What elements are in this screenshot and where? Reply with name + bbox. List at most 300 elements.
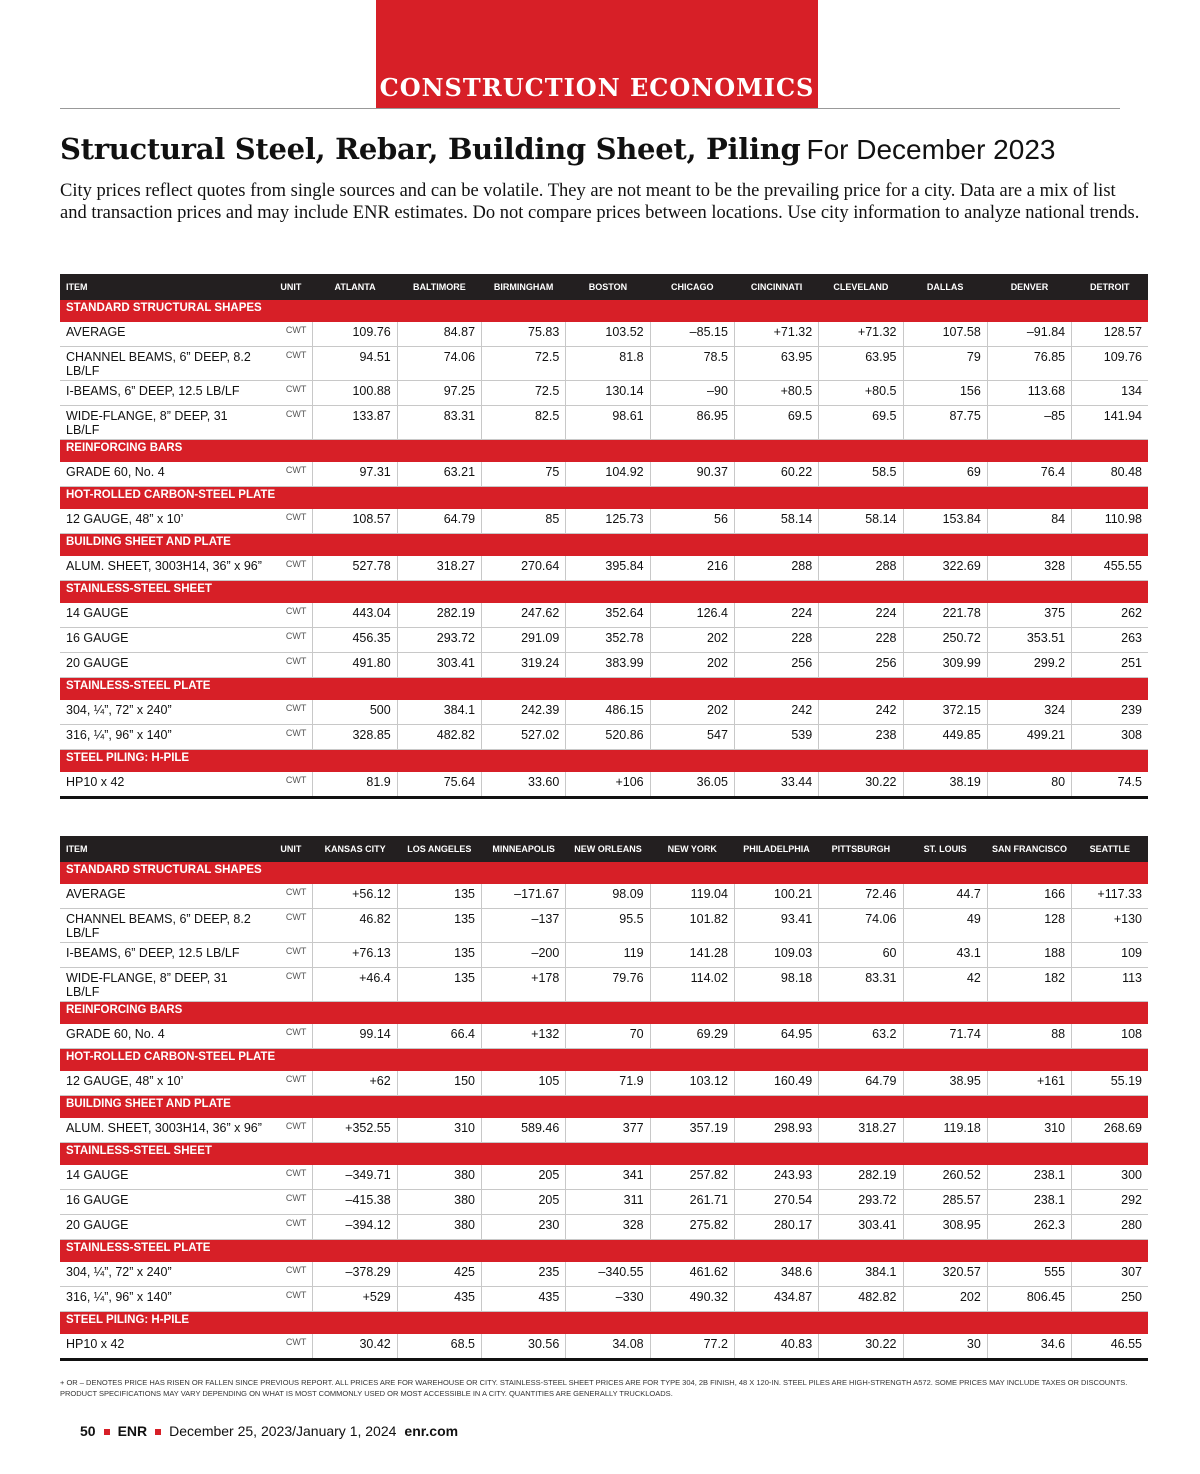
- price-cell: +46.4: [313, 968, 397, 1002]
- price-cell: 527.78: [313, 556, 397, 581]
- column-header: UNIT: [269, 836, 313, 862]
- column-header: ITEM: [60, 836, 269, 862]
- price-cell: 310: [397, 1118, 481, 1143]
- table-row: [60, 772, 1148, 798]
- price-cell: 499.21: [987, 725, 1071, 750]
- column-header: ST. LOUIS: [903, 836, 987, 862]
- price-cell: 71.74: [903, 1024, 987, 1049]
- unit-label: CWT: [269, 1262, 313, 1287]
- price-cell: 135: [397, 884, 481, 909]
- price-cell: 303.41: [397, 653, 481, 678]
- price-cell: 166: [987, 884, 1071, 909]
- price-cell: 103.12: [650, 1071, 734, 1096]
- section-label: STAINLESS-STEEL PLATE: [60, 1240, 1148, 1263]
- section-label: BUILDING SHEET AND PLATE: [60, 1096, 1148, 1119]
- price-cell: –90: [650, 381, 734, 406]
- price-cell: 38.19: [903, 772, 987, 798]
- item-name: ALUM. SHEET, 3003H14, 36” x 96”: [60, 1118, 269, 1143]
- price-cell: 202: [650, 700, 734, 725]
- price-cell: –340.55: [566, 1262, 650, 1287]
- unit-label: CWT: [269, 347, 313, 381]
- price-cell: 202: [650, 628, 734, 653]
- price-cell: 134: [1072, 381, 1148, 406]
- price-cell: 256: [819, 653, 903, 678]
- section-label: STEEL PILING: H-PILE: [60, 1312, 1148, 1335]
- column-header: DETROIT: [1072, 274, 1148, 300]
- item-name: WIDE-FLANGE, 8” DEEP, 31 LB/LF: [60, 406, 269, 440]
- price-cell: 324: [987, 700, 1071, 725]
- price-cell: 308: [1072, 725, 1148, 750]
- price-cell: 64.95: [734, 1024, 818, 1049]
- price-cell: 242: [734, 700, 818, 725]
- price-cell: 135: [397, 968, 481, 1002]
- table-row: [60, 1071, 1148, 1096]
- column-header: NEW YORK: [650, 836, 734, 862]
- table-row: [60, 603, 1148, 628]
- price-cell: 72.5: [482, 347, 566, 381]
- price-cell: 383.99: [566, 653, 650, 678]
- column-header: BIRMINGHAM: [482, 274, 566, 300]
- price-cell: 75: [482, 462, 566, 487]
- unit-label: CWT: [269, 322, 313, 347]
- column-header: UNIT: [269, 274, 313, 300]
- brand-name: ENR: [117, 1423, 148, 1439]
- price-cell: 455.55: [1072, 556, 1148, 581]
- price-cell: 114.02: [650, 968, 734, 1002]
- unit-label: CWT: [269, 884, 313, 909]
- price-cell: +80.5: [819, 381, 903, 406]
- price-cell: 99.14: [313, 1024, 397, 1049]
- price-cell: 84.87: [397, 322, 481, 347]
- unit-label: CWT: [269, 653, 313, 678]
- price-cell: 293.72: [397, 628, 481, 653]
- price-cell: 150: [397, 1071, 481, 1096]
- item-name: CHANNEL BEAMS, 6” DEEP, 8.2 LB/LF: [60, 909, 269, 943]
- price-cell: 291.09: [482, 628, 566, 653]
- price-cell: 60.22: [734, 462, 818, 487]
- price-cell: 482.82: [819, 1287, 903, 1312]
- price-cell: 113.68: [987, 381, 1071, 406]
- price-cell: 63.95: [734, 347, 818, 381]
- price-cell: 539: [734, 725, 818, 750]
- price-cell: 224: [819, 603, 903, 628]
- column-header: SAN FRANCISCO: [987, 836, 1071, 862]
- price-cell: 153.84: [903, 509, 987, 534]
- price-cell: 64.79: [397, 509, 481, 534]
- price-cell: 119: [566, 943, 650, 968]
- unit-label: CWT: [269, 628, 313, 653]
- price-cell: 135: [397, 909, 481, 943]
- price-cell: 160.49: [734, 1071, 818, 1096]
- headline-title: Structural Steel, Rebar, Building Sheet, Piling: [60, 132, 801, 166]
- unit-label: CWT: [269, 1071, 313, 1096]
- price-cell: 288: [734, 556, 818, 581]
- unit-label: CWT: [269, 1118, 313, 1143]
- unit-label: CWT: [269, 406, 313, 440]
- price-cell: 328.85: [313, 725, 397, 750]
- price-cell: +161: [987, 1071, 1071, 1096]
- price-cell: 261.71: [650, 1190, 734, 1215]
- price-cell: 322.69: [903, 556, 987, 581]
- price-cell: 205: [482, 1165, 566, 1190]
- price-cell: 275.82: [650, 1215, 734, 1240]
- table-row: [60, 1215, 1148, 1240]
- price-cell: 263: [1072, 628, 1148, 653]
- price-cell: 56: [650, 509, 734, 534]
- price-cell: 126.4: [650, 603, 734, 628]
- price-cell: 348.6: [734, 1262, 818, 1287]
- section-banner-title: CONSTRUCTION ECONOMICS: [379, 73, 815, 102]
- price-cell: 119.04: [650, 884, 734, 909]
- unit-label: CWT: [269, 968, 313, 1002]
- unit-label: CWT: [269, 909, 313, 943]
- price-cell: 82.5: [482, 406, 566, 440]
- price-cell: 357.19: [650, 1118, 734, 1143]
- price-cell: 58.14: [734, 509, 818, 534]
- section-label: STAINLESS-STEEL SHEET: [60, 1143, 1148, 1166]
- table-row: [60, 1118, 1148, 1143]
- price-cell: 72.46: [819, 884, 903, 909]
- price-cell: 238: [819, 725, 903, 750]
- section-row: [60, 862, 1148, 884]
- item-name: 12 GAUGE, 48” x 10’: [60, 1071, 269, 1096]
- column-header: DALLAS: [903, 274, 987, 300]
- price-cell: 77.2: [650, 1334, 734, 1360]
- table-row: [60, 1262, 1148, 1287]
- price-cell: 46.82: [313, 909, 397, 943]
- price-cell: 309.99: [903, 653, 987, 678]
- separator-square-icon: [104, 1429, 110, 1435]
- price-cell: 527.02: [482, 725, 566, 750]
- unit-label: CWT: [269, 381, 313, 406]
- price-cell: 353.51: [987, 628, 1071, 653]
- price-table-1: [60, 274, 1148, 799]
- price-cell: 141.94: [1072, 406, 1148, 440]
- page-headline: [60, 132, 1055, 166]
- price-cell: 85: [482, 509, 566, 534]
- price-cell: 328: [987, 556, 1071, 581]
- price-cell: 260.52: [903, 1165, 987, 1190]
- price-cell: 377: [566, 1118, 650, 1143]
- price-cell: 247.62: [482, 603, 566, 628]
- price-cell: 71.9: [566, 1071, 650, 1096]
- unit-label: CWT: [269, 1024, 313, 1049]
- price-cell: 328: [566, 1215, 650, 1240]
- section-row: [60, 581, 1148, 604]
- price-cell: 384.1: [819, 1262, 903, 1287]
- unit-label: CWT: [269, 1334, 313, 1360]
- column-header: PITTSBURGH: [819, 836, 903, 862]
- item-name: 316, ¼”, 96” x 140”: [60, 1287, 269, 1312]
- price-cell: 341: [566, 1165, 650, 1190]
- price-cell: 30.42: [313, 1334, 397, 1360]
- price-cell: 74.06: [819, 909, 903, 943]
- price-cell: +76.13: [313, 943, 397, 968]
- table-row: [60, 406, 1148, 440]
- price-cell: 375: [987, 603, 1071, 628]
- price-cell: 449.85: [903, 725, 987, 750]
- price-cell: 81.9: [313, 772, 397, 798]
- section-row: [60, 440, 1148, 463]
- section-label: BUILDING SHEET AND PLATE: [60, 534, 1148, 557]
- item-name: GRADE 60, No. 4: [60, 462, 269, 487]
- price-cell: 547: [650, 725, 734, 750]
- price-cell: 380: [397, 1190, 481, 1215]
- price-cell: 46.55: [1072, 1334, 1148, 1360]
- price-cell: 128: [987, 909, 1071, 943]
- header-rule: [60, 108, 1120, 109]
- price-cell: +56.12: [313, 884, 397, 909]
- price-cell: 30.56: [482, 1334, 566, 1360]
- table-row: [60, 556, 1148, 581]
- column-header: DENVER: [987, 274, 1071, 300]
- price-cell: +106: [566, 772, 650, 798]
- price-cell: 58.14: [819, 509, 903, 534]
- price-cell: 104.92: [566, 462, 650, 487]
- price-cell: 298.93: [734, 1118, 818, 1143]
- headline-date: For December 2023: [806, 134, 1056, 165]
- column-header: NEW ORLEANS: [566, 836, 650, 862]
- price-cell: –378.29: [313, 1262, 397, 1287]
- price-cell: 97.31: [313, 462, 397, 487]
- price-cell: –171.67: [482, 884, 566, 909]
- price-cell: –85.15: [650, 322, 734, 347]
- price-cell: 311: [566, 1190, 650, 1215]
- section-label: HOT-ROLLED CARBON-STEEL PLATE: [60, 1049, 1148, 1072]
- price-cell: +178: [482, 968, 566, 1002]
- price-cell: 384.1: [397, 700, 481, 725]
- price-cell: 156: [903, 381, 987, 406]
- price-cell: 268.69: [1072, 1118, 1148, 1143]
- section-row: [60, 1240, 1148, 1263]
- price-cell: 55.19: [1072, 1071, 1148, 1096]
- price-cell: 228: [819, 628, 903, 653]
- price-cell: +117.33: [1072, 884, 1148, 909]
- item-name: AVERAGE: [60, 884, 269, 909]
- item-name: 20 GAUGE: [60, 1215, 269, 1240]
- price-cell: 242.39: [482, 700, 566, 725]
- table-row: [60, 462, 1148, 487]
- page-number: 50: [80, 1423, 96, 1439]
- section-row: [60, 300, 1148, 322]
- price-cell: 100.21: [734, 884, 818, 909]
- price-cell: 293.72: [819, 1190, 903, 1215]
- price-cell: 69: [903, 462, 987, 487]
- price-cell: +352.55: [313, 1118, 397, 1143]
- section-row: [60, 1096, 1148, 1119]
- price-cell: +132: [482, 1024, 566, 1049]
- price-cell: 90.37: [650, 462, 734, 487]
- section-label: STEEL PILING: H-PILE: [60, 750, 1148, 773]
- price-cell: 108.57: [313, 509, 397, 534]
- price-cell: 72.5: [482, 381, 566, 406]
- price-cell: 262.3: [987, 1215, 1071, 1240]
- price-cell: –415.38: [313, 1190, 397, 1215]
- price-cell: 239: [1072, 700, 1148, 725]
- price-cell: 318.27: [397, 556, 481, 581]
- price-cell: 30: [903, 1334, 987, 1360]
- price-cell: 230: [482, 1215, 566, 1240]
- price-cell: 319.24: [482, 653, 566, 678]
- price-cell: 83.31: [819, 968, 903, 1002]
- section-row: [60, 487, 1148, 510]
- price-cell: 64.79: [819, 1071, 903, 1096]
- price-cell: 238.1: [987, 1190, 1071, 1215]
- column-header: BALTIMORE: [397, 274, 481, 300]
- section-label: STANDARD STRUCTURAL SHAPES: [60, 862, 1148, 884]
- price-cell: 38.95: [903, 1071, 987, 1096]
- price-cell: 251: [1072, 653, 1148, 678]
- price-cell: 93.41: [734, 909, 818, 943]
- price-cell: 300: [1072, 1165, 1148, 1190]
- item-name: AVERAGE: [60, 322, 269, 347]
- price-cell: 435: [397, 1287, 481, 1312]
- table-row: [60, 1190, 1148, 1215]
- item-name: 16 GAUGE: [60, 628, 269, 653]
- price-cell: +71.32: [819, 322, 903, 347]
- table-row: [60, 347, 1148, 381]
- price-cell: 490.32: [650, 1287, 734, 1312]
- price-cell: 228: [734, 628, 818, 653]
- column-header: CLEVELAND: [819, 274, 903, 300]
- unit-label: CWT: [269, 700, 313, 725]
- item-name: 304, ¼”, 72” x 240”: [60, 700, 269, 725]
- price-cell: 97.25: [397, 381, 481, 406]
- price-cell: 80: [987, 772, 1071, 798]
- section-row: [60, 678, 1148, 701]
- price-cell: 456.35: [313, 628, 397, 653]
- price-cell: 107.58: [903, 322, 987, 347]
- price-cell: 380: [397, 1165, 481, 1190]
- price-cell: –85: [987, 406, 1071, 440]
- price-cell: 303.41: [819, 1215, 903, 1240]
- table-row: [60, 1165, 1148, 1190]
- table-row: [60, 968, 1148, 1002]
- column-header: ATLANTA: [313, 274, 397, 300]
- website: enr.com: [404, 1423, 459, 1439]
- price-cell: 109.76: [1072, 347, 1148, 381]
- price-cell: 75.64: [397, 772, 481, 798]
- price-cell: 33.44: [734, 772, 818, 798]
- price-cell: 78.5: [650, 347, 734, 381]
- price-cell: 133.87: [313, 406, 397, 440]
- price-cell: +529: [313, 1287, 397, 1312]
- price-cell: 60: [819, 943, 903, 968]
- price-cell: 257.82: [650, 1165, 734, 1190]
- section-label: REINFORCING BARS: [60, 1002, 1148, 1025]
- price-cell: 270.64: [482, 556, 566, 581]
- price-cell: 806.45: [987, 1287, 1071, 1312]
- price-cell: 113: [1072, 968, 1148, 1002]
- item-name: CHANNEL BEAMS, 6” DEEP, 8.2 LB/LF: [60, 347, 269, 381]
- intro-paragraph: City prices reflect quotes from single sources and can be volatile. They are not meant to be the prevailing price for a city. Data are a mix of list and transaction prices and may include ENR estimates. Do not compare prices between locations. Use city information to analyze national trends.: [60, 181, 1140, 223]
- price-cell: 282.19: [397, 603, 481, 628]
- column-header: MINNEAPOLIS: [482, 836, 566, 862]
- price-cell: 256: [734, 653, 818, 678]
- price-cell: 98.18: [734, 968, 818, 1002]
- table-row: [60, 322, 1148, 347]
- price-cell: 425: [397, 1262, 481, 1287]
- price-cell: 98.09: [566, 884, 650, 909]
- section-row: [60, 1049, 1148, 1072]
- price-cell: 224: [734, 603, 818, 628]
- price-cell: 43.1: [903, 943, 987, 968]
- table-row: [60, 1334, 1148, 1360]
- table-row: [60, 725, 1148, 750]
- price-cell: 76.4: [987, 462, 1071, 487]
- price-cell: 74.5: [1072, 772, 1148, 798]
- price-cell: 288: [819, 556, 903, 581]
- issue-date: December 25, 2023/January 1, 2024: [169, 1423, 397, 1439]
- unit-label: CWT: [269, 1190, 313, 1215]
- price-cell: 216: [650, 556, 734, 581]
- price-cell: 109.03: [734, 943, 818, 968]
- price-cell: 372.15: [903, 700, 987, 725]
- price-cell: 555: [987, 1262, 1071, 1287]
- price-cell: 482.82: [397, 725, 481, 750]
- price-cell: 74.06: [397, 347, 481, 381]
- item-name: 316, ¼”, 96” x 140”: [60, 725, 269, 750]
- column-header: LOS ANGELES: [397, 836, 481, 862]
- price-cell: –394.12: [313, 1215, 397, 1240]
- price-cell: +71.32: [734, 322, 818, 347]
- price-cell: 270.54: [734, 1190, 818, 1215]
- table-row: [60, 628, 1148, 653]
- unit-label: CWT: [269, 603, 313, 628]
- separator-square-icon: [155, 1429, 161, 1435]
- price-cell: 70: [566, 1024, 650, 1049]
- item-name: 14 GAUGE: [60, 603, 269, 628]
- price-cell: 500: [313, 700, 397, 725]
- price-cell: 135: [397, 943, 481, 968]
- price-cell: 80.48: [1072, 462, 1148, 487]
- price-cell: 128.57: [1072, 322, 1148, 347]
- price-cell: 307: [1072, 1262, 1148, 1287]
- section-row: [60, 534, 1148, 557]
- unit-label: CWT: [269, 1215, 313, 1240]
- price-cell: 110.98: [1072, 509, 1148, 534]
- price-cell: 280: [1072, 1215, 1148, 1240]
- price-cell: 94.51: [313, 347, 397, 381]
- price-cell: 395.84: [566, 556, 650, 581]
- item-name: GRADE 60, No. 4: [60, 1024, 269, 1049]
- unit-label: CWT: [269, 725, 313, 750]
- price-cell: 88: [987, 1024, 1071, 1049]
- price-cell: 308.95: [903, 1215, 987, 1240]
- price-cell: 69.5: [819, 406, 903, 440]
- section-label: STAINLESS-STEEL PLATE: [60, 678, 1148, 701]
- price-cell: 108: [1072, 1024, 1148, 1049]
- unit-label: CWT: [269, 1165, 313, 1190]
- price-cell: 221.78: [903, 603, 987, 628]
- price-cell: 182: [987, 968, 1071, 1002]
- section-row: [60, 1143, 1148, 1166]
- price-cell: 292: [1072, 1190, 1148, 1215]
- table-row: [60, 884, 1148, 909]
- price-cell: –330: [566, 1287, 650, 1312]
- table-row: [60, 509, 1148, 534]
- unit-label: CWT: [269, 462, 313, 487]
- item-name: I-BEAMS, 6” DEEP, 12.5 LB/LF: [60, 381, 269, 406]
- price-cell: 49: [903, 909, 987, 943]
- item-name: 304, ¼”, 72” x 240”: [60, 1262, 269, 1287]
- section-row: [60, 1002, 1148, 1025]
- price-cell: 352.64: [566, 603, 650, 628]
- section-row: [60, 750, 1148, 773]
- price-cell: +80.5: [734, 381, 818, 406]
- price-cell: 202: [903, 1287, 987, 1312]
- price-cell: 83.31: [397, 406, 481, 440]
